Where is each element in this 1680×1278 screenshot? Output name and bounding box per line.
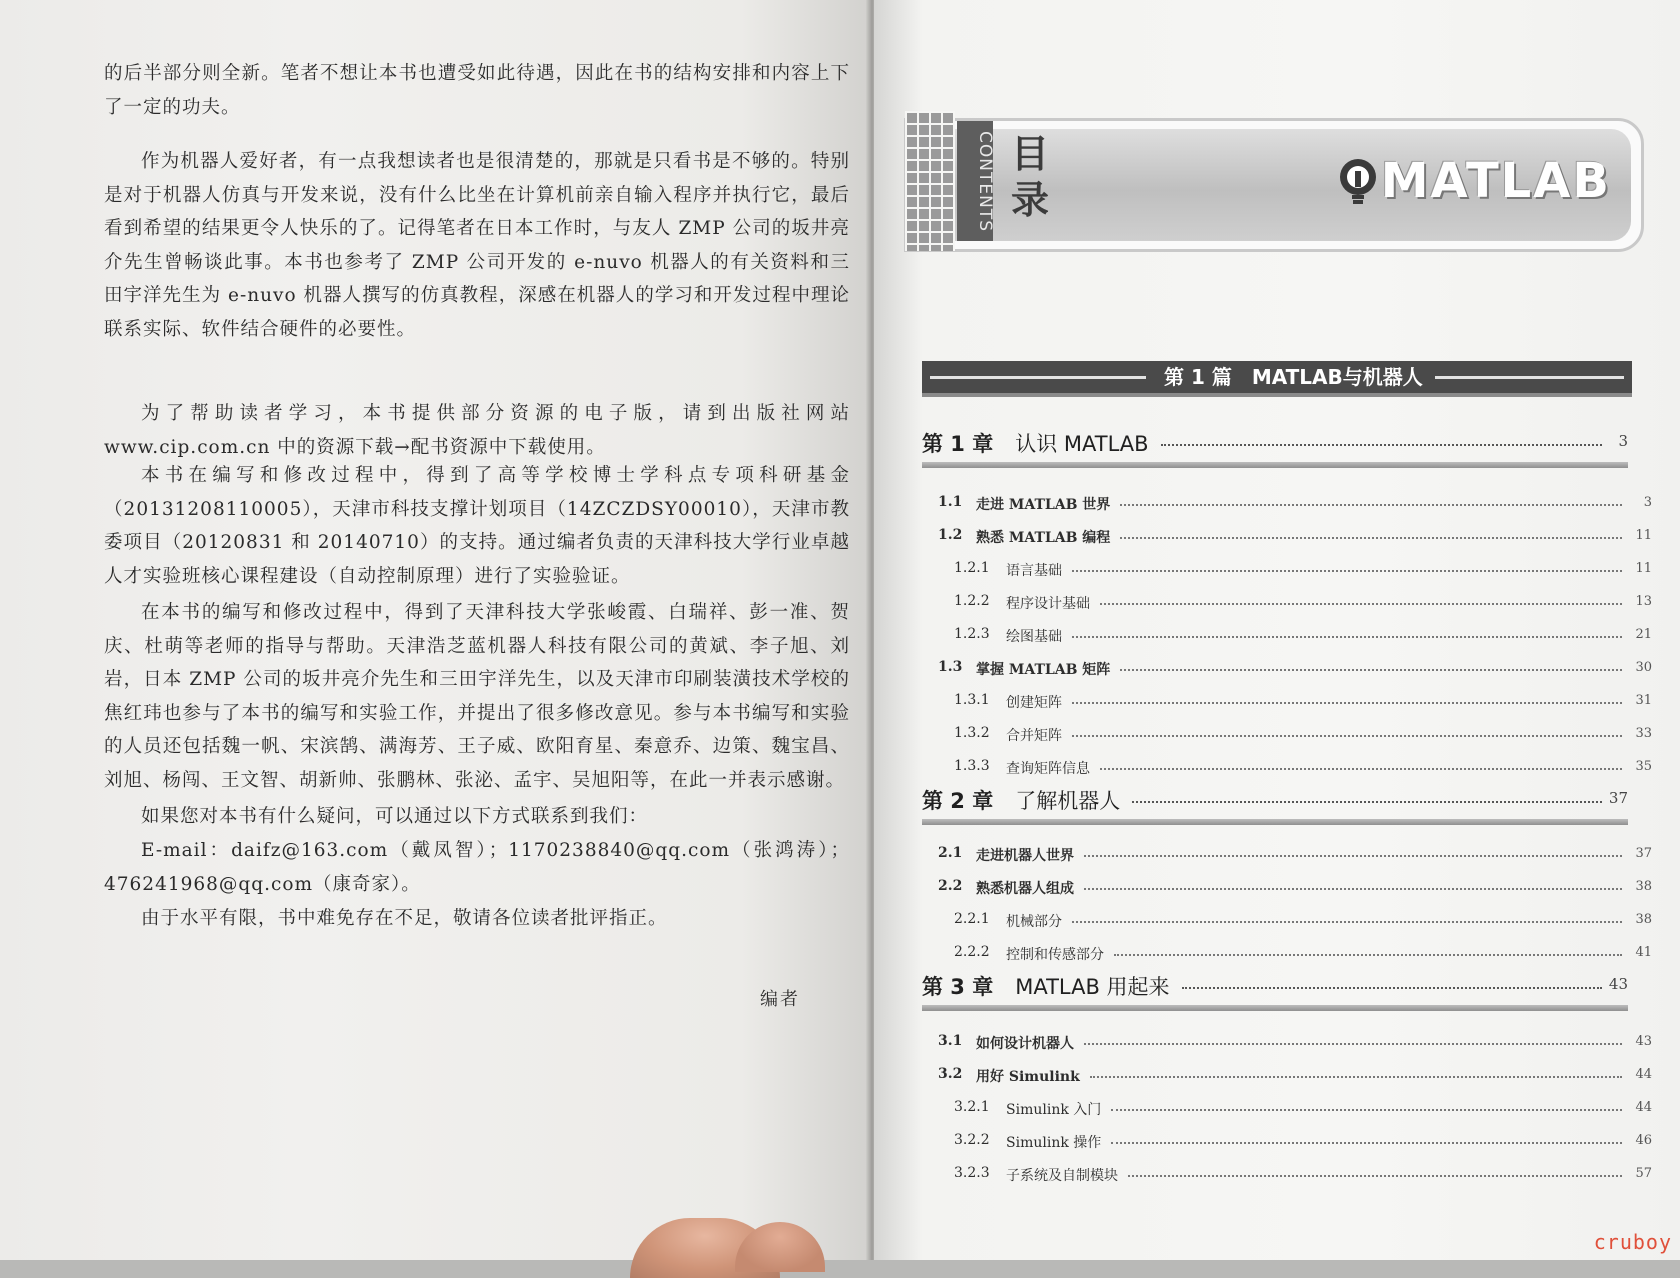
entry-page-number: 46	[1635, 1133, 1652, 1148]
toc-section-entry[interactable]	[874, 494, 1680, 516]
chapter-page-number: 43	[1608, 975, 1628, 993]
part-bar-underline	[922, 393, 1632, 397]
leader-dots	[1182, 987, 1602, 989]
entry-number: 1.3.3	[954, 758, 990, 774]
entry-page-number: 44	[1635, 1100, 1652, 1115]
entry-page-number: 37	[1635, 846, 1652, 861]
toc-subsection-entry[interactable]	[874, 944, 1680, 966]
leader-dots	[1111, 1109, 1622, 1111]
entry-page-number: 35	[1635, 759, 1652, 774]
entry-number: 1.3.1	[954, 692, 990, 708]
entry-number: 1.2	[938, 527, 963, 543]
chapter-label	[922, 971, 1170, 1001]
toc-subsection-entry[interactable]	[874, 911, 1680, 933]
part-title: 第 1 篇 MATLAB与机器人	[1152, 361, 1435, 393]
entry-title: 熟悉 MATLAB 编程	[976, 530, 1111, 546]
entry-number: 1.2.2	[954, 593, 990, 609]
leader-dots	[1100, 768, 1622, 770]
toc-subsection-entry[interactable]	[874, 758, 1680, 780]
paragraph: 如果您对本书有什么疑问，可以通过以下方式联系到我们：	[141, 806, 649, 827]
part-bar-line	[930, 376, 1146, 379]
entry-title: Simulink 入门	[1006, 1102, 1102, 1118]
entry-number: 2.1	[938, 845, 963, 861]
chapter-title: 了解机器人	[1015, 789, 1121, 813]
toc-section-entry[interactable]	[874, 1033, 1680, 1055]
chapter-label	[922, 785, 1120, 815]
toc-subsection-entry[interactable]	[874, 626, 1680, 648]
watermark: cruboy	[1593, 1230, 1672, 1254]
entry-title: 走进 MATLAB 世界	[976, 497, 1111, 513]
entry-title: 创建矩阵	[1006, 695, 1062, 711]
entry-title: Simulink 操作	[1006, 1135, 1102, 1151]
entry-page-number: 31	[1635, 693, 1652, 708]
signature: 编者	[760, 989, 800, 1010]
entry-page-number: 43	[1635, 1034, 1652, 1049]
banner-grid-pattern	[905, 111, 955, 251]
entry-page-number: 21	[1635, 627, 1652, 642]
paragraph: 为了帮助读者学习，本书提供部分资源的电子版，请到出版社网站 www.cip.com.cn 中的资源下载→配书资源中下载使用。	[104, 403, 850, 458]
entry-number: 3.1	[938, 1033, 963, 1049]
entry-number: 2.2.2	[954, 944, 990, 960]
entry-number: 2.2.1	[954, 911, 990, 927]
entry-title: 合并矩阵	[1006, 728, 1062, 744]
entry-number: 3.2	[938, 1066, 963, 1082]
brand-wordmark: MATLAB	[1380, 153, 1611, 209]
chapter-title: MATLAB 用起来	[1015, 975, 1170, 999]
paragraph: 作为机器人爱好者，有一点我想读者也是很清楚的，那就是只看书是不够的。特别是对于机器人仿真与开发来说，没有什么比坐在计算机前亲自输入程序并执行它，最后看到希望的结果更令人快乐的了。记得笔者在日本工作时，与友人 ZMP 公司的坂井亮介先生曾畅谈此事。本书也参考了 ZMP 公司开发的 e-nuvo 机器人的有关资料和三田宇洋先生为 e-nuvo 机器人撰写的仿真教程，深感在机器人的学习和开发过程中理论联系实际、软件结合硬件的必要性。	[104, 151, 850, 340]
toc-section-entry[interactable]	[874, 845, 1680, 867]
leader-dots	[1111, 1142, 1622, 1144]
entry-page-number: 11	[1635, 561, 1652, 576]
entry-page-number: 57	[1635, 1166, 1652, 1181]
lightbulb-icon	[1337, 157, 1379, 205]
toc-subsection-entry[interactable]	[874, 725, 1680, 747]
paragraph: 的后半部分则全新。笔者不想让本书也遭受如此待遇，因此在书的结构安排和内容上下了一定的功夫。	[104, 63, 850, 118]
leader-dots	[1120, 669, 1622, 671]
entry-page-number: 11	[1635, 528, 1652, 543]
entry-number: 1.2.1	[954, 560, 990, 576]
entry-page-number: 13	[1635, 594, 1652, 609]
entry-page-number: 3	[1643, 495, 1652, 510]
leader-dots	[1084, 855, 1622, 857]
paragraph: E-mail：daifz@163.com（戴凤智）；1170238840@qq.com（张鸿涛）；476241968@qq.com（康奇家）。	[104, 840, 850, 895]
part-bar	[922, 361, 1632, 393]
entry-title: 语言基础	[1006, 563, 1062, 579]
leader-dots	[1120, 504, 1622, 506]
entry-page-number: 44	[1635, 1067, 1652, 1082]
entry-number: 1.1	[938, 494, 963, 510]
paragraph: 本书在编写和修改过程中，得到了高等学校博士学科点专项科研基金（20131208110005），天津市科技支撑计划项目（14ZCZDSY00010），天津市教委项目（20120831 和 20140710）的支持。通过编者负责的天津科技大学行业卓越人才实验班核心课程建设（自动控制原理）进行了实验验证。	[104, 465, 850, 587]
leader-dots	[1132, 801, 1602, 803]
leader-dots	[1100, 603, 1622, 605]
leader-dots	[1090, 1076, 1622, 1078]
toc-subsection-entry[interactable]	[874, 1132, 1680, 1154]
toc-section-entry[interactable]	[874, 878, 1680, 900]
chapter-heading[interactable]	[922, 971, 1628, 1003]
entry-number: 3.2.2	[954, 1132, 990, 1148]
chapter-heading[interactable]	[922, 785, 1628, 817]
toc-subsection-entry[interactable]	[874, 692, 1680, 714]
entry-title: 机械部分	[1006, 914, 1062, 930]
part-bar-line	[1408, 376, 1624, 379]
chapter-rule	[922, 819, 1628, 825]
entry-page-number: 41	[1635, 945, 1652, 960]
chapter-rule	[922, 462, 1628, 468]
chapter-heading[interactable]	[922, 428, 1628, 460]
toc-title: 目录	[1011, 132, 1050, 222]
leader-dots	[1161, 444, 1602, 446]
entry-title: 走进机器人世界	[976, 848, 1074, 864]
toc-subsection-entry[interactable]	[874, 1099, 1680, 1121]
entry-number: 3.2.1	[954, 1099, 990, 1115]
entry-page-number: 33	[1635, 726, 1652, 741]
chapter-label	[922, 428, 1149, 458]
entry-title: 绘图基础	[1006, 629, 1062, 645]
entry-page-number: 38	[1635, 879, 1652, 894]
leader-dots	[1072, 921, 1622, 923]
toc-subsection-entry[interactable]	[874, 560, 1680, 582]
entry-title: 程序设计基础	[1006, 596, 1090, 612]
toc-banner	[904, 118, 1644, 252]
entry-title: 子系统及自制模块	[1006, 1168, 1118, 1184]
entry-title: 查询矩阵信息	[1006, 761, 1090, 777]
chapter-page-number: 3	[1618, 432, 1628, 450]
chapter-page-number: 37	[1608, 789, 1628, 807]
leader-dots	[1128, 1175, 1622, 1177]
leader-dots	[1084, 1043, 1622, 1045]
entry-page-number: 38	[1635, 912, 1652, 927]
leader-dots	[1084, 888, 1622, 890]
contents-label: CONTENTS	[975, 131, 995, 232]
leader-dots	[1120, 537, 1622, 539]
toc-subsection-entry[interactable]	[874, 1165, 1680, 1187]
entry-number: 3.2.3	[954, 1165, 990, 1181]
leader-dots	[1072, 570, 1622, 572]
chapter-number: 第 3 章	[922, 975, 994, 999]
leader-dots	[1114, 954, 1622, 956]
toc-section-entry[interactable]	[874, 1066, 1680, 1088]
entry-title: 掌握 MATLAB 矩阵	[976, 662, 1111, 678]
entry-number: 1.3.2	[954, 725, 990, 741]
leader-dots	[1072, 702, 1622, 704]
entry-title: 用好 Simulink	[976, 1069, 1080, 1085]
entry-number: 1.2.3	[954, 626, 990, 642]
leader-dots	[1072, 636, 1622, 638]
entry-title: 如何设计机器人	[976, 1036, 1074, 1052]
toc-subsection-entry[interactable]	[874, 593, 1680, 615]
chapter-title: 认识 MATLAB	[1015, 432, 1149, 456]
entry-page-number: 30	[1635, 660, 1652, 675]
paragraph: 由于水平有限，书中难免存在不足，敬请各位读者批评指正。	[141, 908, 668, 929]
chapter-rule	[922, 1005, 1628, 1011]
paragraph: 在本书的编写和修改过程中，得到了天津科技大学张峻霞、白瑞祥、彭一准、贺庆、杜萌等老师的指导与帮助。天津浩芝蓝机器人科技有限公司的黄斌、李子旭、刘岩，日本 ZMP 公司的坂井亮介先生和三田宇洋先生，以及天津市印刷装潢技术学校的焦红玮也参与了本书的编写和实验工作，并提出了很多修改意见。参与本书编写和实验的人员还包括魏一帆、宋滨鹄、满海芳、王子威、欧阳育星、秦意乔、边策、魏宝昌、刘旭、杨闯、王文智、胡新帅、张鹏林、张泌、孟宇、吴旭阳等，在此一并表示感谢。	[104, 602, 850, 791]
entry-number: 1.3	[938, 659, 963, 675]
chapter-number: 第 1 章	[922, 432, 994, 456]
entry-title: 熟悉机器人组成	[976, 881, 1074, 897]
leader-dots	[1072, 735, 1622, 737]
entry-number: 2.2	[938, 878, 963, 894]
right-page	[874, 0, 1680, 1260]
toc-section-entry[interactable]	[874, 659, 1680, 681]
chapter-number: 第 2 章	[922, 789, 994, 813]
toc-section-entry[interactable]	[874, 527, 1680, 549]
entry-title: 控制和传感部分	[1006, 947, 1104, 963]
